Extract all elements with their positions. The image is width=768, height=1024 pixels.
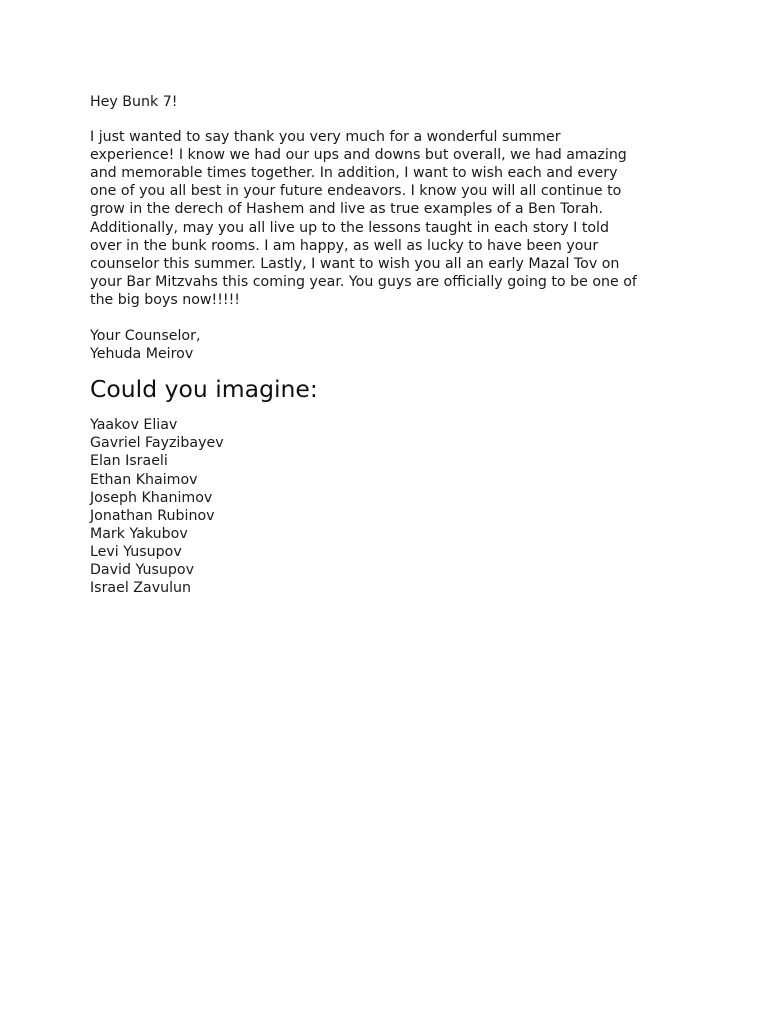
names-list [90,416,682,597]
letter-signature: Yehuda Meirov [90,346,194,363]
letter-content [90,93,682,597]
name-item: Joseph Khanimov [90,489,213,506]
name-item: Israel Zavulun [90,580,192,597]
name-item: Levi Yusupov [90,543,182,560]
letter-body: I just wanted to say thank you very much for a wonderful summer experience! I know we had our ups and downs but overall, we had amazing and memorable times together. In addition, I want to wish each and every one of you all best in your future endeavors. I know you will all continue to grow in the derech of Hashem and live as true examples of a Ben Torah. Additionally, may you all live up to the lessons taught in each story I told over in the bunk rooms. I am happy, as well as lucky to have been your counselor this summer. Lastly, I want to wish you all an early Mazal Tov on your Bar Mitzvahs this coming year. You guys are officially going to be one of the big boys now!!!!! [90,129,637,308]
name-item: Ethan Khaimov [90,471,198,488]
name-item: Jonathan Rubinov [90,507,215,524]
name-item: Yaakov Eliav [90,417,178,434]
letter-closing: Your Counselor, [90,328,201,345]
section-heading: Could you imagine: [90,375,318,404]
letter-greeting: Hey Bunk 7! [90,94,178,110]
name-item: David Yusupov [90,561,194,578]
name-item: Mark Yakubov [90,525,188,542]
name-item: Elan Israeli [90,453,168,470]
name-item: Gavriel Fayzibayev [90,435,224,452]
